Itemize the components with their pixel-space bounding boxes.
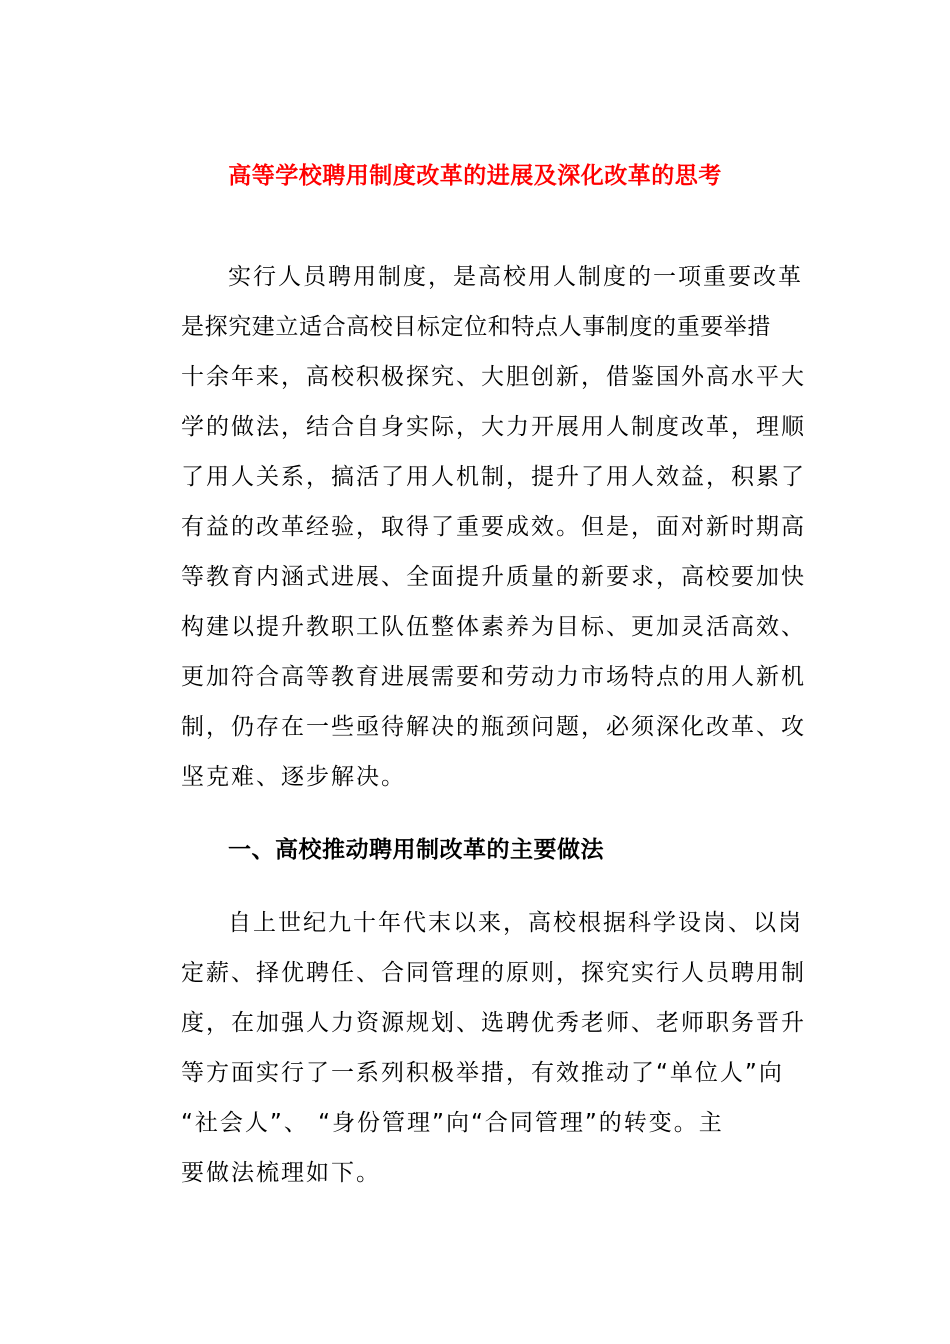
paragraph-1-line-5: 了用人关系，搞活了用人机制，提升了用人效益，积累了: [181, 464, 806, 490]
paragraph-1-line-6: 有益的改革经验，取得了重要成效。但是，面对新时期高: [181, 514, 806, 540]
paragraph-1-line-4: 学的做法，结合自身实际，大力开展用人制度改革，理顺: [181, 414, 806, 440]
paragraph-1-line-10: 制，仍存在一些亟待解决的瓶颈问题，必须深化改革、攻: [181, 714, 806, 740]
paragraph-2-line-6: 要做法梳理如下。: [181, 1160, 381, 1186]
paragraph-1-line-11: 坚克难、逐步解决。: [181, 764, 406, 790]
paragraph-1-line-9: 更加符合高等教育进展需要和劳动力市场特点的用人新机: [181, 664, 806, 690]
paragraph-1-line-1: 实行人员聘用制度，是高校用人制度的一项重要改革: [228, 264, 803, 290]
paragraph-1-line-8: 构建以提升教职工队伍整体素养为目标、更加灵活高效、: [181, 614, 806, 640]
paragraph-2-line-5: “社会人”、 “身份管理”向“合同管理”的转变。主: [181, 1110, 724, 1136]
paragraph-2-line-1: 自上世纪九十年代末以来，高校根据科学设岗、以岗: [228, 910, 803, 936]
section-1-heading: 一、高校推动聘用制改革的主要做法: [228, 837, 604, 863]
paragraph-1-line-2: 是探究建立适合高校目标定位和特点人事制度的重要举措: [181, 314, 771, 340]
document-title: 高等学校聘用制度改革的进展及深化改革的思考: [228, 163, 722, 189]
paragraph-2-line-2: 定薪、择优聘任、合同管理的原则，探究实行人员聘用制: [181, 960, 806, 986]
paragraph-2-line-4: 等方面实行了一系列积极举措，有效推动了“单位人”向: [181, 1060, 784, 1086]
paragraph-1-line-7: 等教育内涵式进展、全面提升质量的新要求，高校要加快: [181, 564, 806, 590]
paragraph-2-line-3: 度，在加强人力资源规划、选聘优秀老师、老师职务晋升: [181, 1010, 806, 1036]
paragraph-1-line-3: 十余年来，高校积极探究、大胆创新，借鉴国外高水平大: [181, 364, 806, 390]
